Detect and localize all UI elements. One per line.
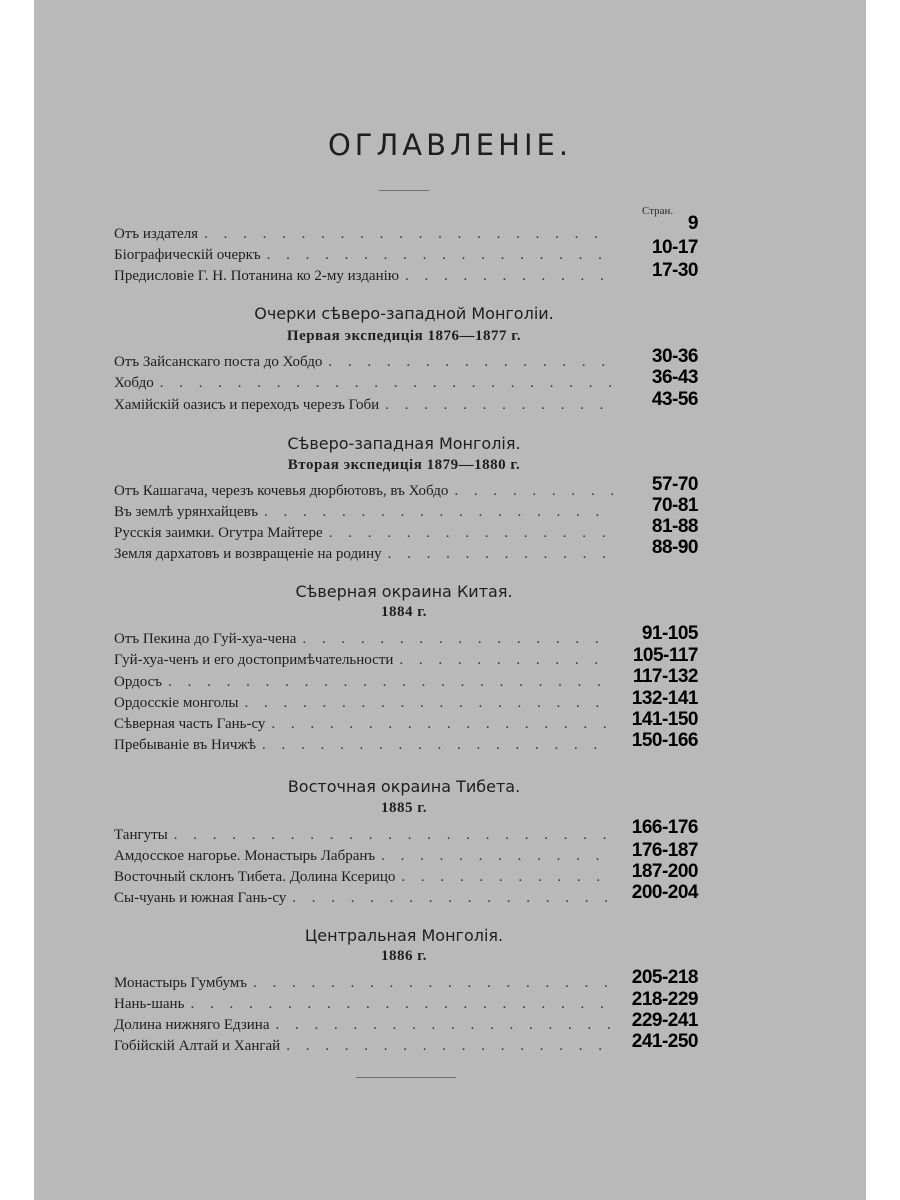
entry-pages: 229-241 xyxy=(631,1010,698,1031)
dot-leader xyxy=(262,737,614,754)
toc-entry[interactable] xyxy=(114,652,614,672)
dot-leader xyxy=(292,890,614,907)
entry-title: Біографическій очеркъ xyxy=(114,247,261,263)
section-title: Очерки сѣверо-западной Монголіи. xyxy=(254,304,554,323)
entry-title: Долина нижняго Едзина xyxy=(114,1017,270,1033)
toc-entry[interactable] xyxy=(114,631,614,651)
entry-pages: 30-36 xyxy=(651,346,698,367)
section-title: Восточная окраина Тибета. xyxy=(287,777,521,796)
end-rule xyxy=(356,1077,456,1078)
dot-leader xyxy=(405,268,614,285)
toc-entry[interactable] xyxy=(114,975,614,995)
section-title: Сѣверная окраина Китая. xyxy=(295,582,513,601)
entry-title: Предисловіе Г. Н. Потанина ко 2-му изданію xyxy=(114,268,399,284)
toc-entry[interactable] xyxy=(114,716,614,736)
toc-entry[interactable] xyxy=(114,375,614,395)
entry-pages: 117-132 xyxy=(632,666,698,687)
section-subtitle: Вторая экспедиція 1879—1880 г. xyxy=(287,457,521,473)
entry-title: Отъ Кашагача, черезъ кочевья дюрбютовъ, въ Хобдо xyxy=(114,483,449,499)
section-subtitle: 1884 г. xyxy=(380,604,428,620)
entry-title: Русскія заимки. Огутра Майтере xyxy=(114,525,323,541)
toc-entry[interactable] xyxy=(114,737,614,757)
section-subtitle: Первая экспедиція 1876—1877 г. xyxy=(286,328,522,344)
entry-title: Отъ Пекина до Гуй-хуа-чена xyxy=(114,631,297,647)
dot-leader xyxy=(253,975,614,992)
entry-title: Нань-шань xyxy=(114,996,185,1012)
toc-entry[interactable] xyxy=(114,546,614,566)
section-title: Центральная Монголія. xyxy=(304,926,504,945)
dot-leader xyxy=(267,247,614,264)
entry-pages: 218-229 xyxy=(631,989,698,1010)
entry-pages: 88-90 xyxy=(651,537,698,558)
entry-pages: 10-17 xyxy=(651,237,698,258)
toc-entry[interactable] xyxy=(114,674,614,694)
dot-leader xyxy=(286,1038,614,1055)
title-rule xyxy=(379,190,429,191)
entry-title: Тангуты xyxy=(114,827,168,843)
entry-pages: 241-250 xyxy=(631,1031,698,1052)
section-title: Сѣверо-западная Монголія. xyxy=(287,434,521,453)
pages-column-header: Стран. xyxy=(642,205,674,217)
entry-pages: 187-200 xyxy=(631,861,698,882)
toc-entry[interactable] xyxy=(114,869,614,889)
entry-title: Хамійскій оазисъ и переходъ черезъ Гоби xyxy=(114,397,380,413)
entry-title: Сѣверная часть Гань-су xyxy=(114,716,266,732)
dot-leader xyxy=(271,716,614,733)
dot-leader xyxy=(454,483,614,500)
dot-leader xyxy=(388,546,614,563)
dot-leader xyxy=(401,869,614,886)
entry-pages: 9 xyxy=(687,213,698,234)
dot-leader xyxy=(264,504,614,521)
toc-entry[interactable] xyxy=(114,827,614,847)
entry-pages: 36-43 xyxy=(651,367,698,388)
dot-leader xyxy=(160,375,614,392)
entry-pages: 166-176 xyxy=(631,817,698,838)
section-subtitle: 1885 г. xyxy=(380,800,428,816)
toc-entry[interactable] xyxy=(114,890,614,910)
entry-pages: 150-166 xyxy=(631,730,698,751)
toc-entry[interactable] xyxy=(114,268,614,288)
toc-entry[interactable] xyxy=(114,996,614,1016)
entry-title: Сы-чуань и южная Гань-су xyxy=(114,890,287,906)
entry-title: Въ землѣ урянхайцевъ xyxy=(114,504,259,520)
entry-title: Гуй-хуа-ченъ и его достопримѣчательности xyxy=(114,652,394,668)
entry-title: Пребываніе въ Ничжѣ xyxy=(114,737,256,753)
entry-title: Отъ Зайсанскаго поста до Хобдо xyxy=(114,354,323,370)
entry-pages: 81-88 xyxy=(651,516,698,537)
entry-title: Хобдо xyxy=(114,375,154,391)
entry-pages: 200-204 xyxy=(631,882,698,903)
entry-title: Отъ издателя xyxy=(114,226,199,242)
entry-pages: 91-105 xyxy=(641,623,698,644)
book-page xyxy=(34,0,866,1200)
page-title: ОГЛАВЛЕНІЕ. xyxy=(327,128,573,162)
toc-entry[interactable] xyxy=(114,483,614,503)
entry-title: Земля дархатовъ и возвращеніе на родину xyxy=(114,546,382,562)
entry-title: Ордосъ xyxy=(114,674,163,690)
toc-entry[interactable] xyxy=(114,1017,614,1037)
toc-entry[interactable] xyxy=(114,397,614,417)
entry-title: Амдосское нагорье. Монастырь Лабранъ xyxy=(114,848,376,864)
dot-leader xyxy=(399,652,614,669)
toc-entry[interactable] xyxy=(114,695,614,715)
dot-leader xyxy=(168,674,614,691)
toc-entry[interactable] xyxy=(114,525,614,545)
entry-pages: 176-187 xyxy=(631,840,698,861)
entry-pages: 70-81 xyxy=(651,495,698,516)
entry-pages: 141-150 xyxy=(631,709,698,730)
entry-pages: 205-218 xyxy=(631,967,698,988)
dot-leader xyxy=(275,1017,614,1034)
toc-entry[interactable] xyxy=(114,354,614,374)
toc-entry[interactable] xyxy=(114,504,614,524)
dot-leader xyxy=(328,354,614,371)
entry-pages: 17-30 xyxy=(651,260,698,281)
dot-leader xyxy=(329,525,614,542)
toc-entry[interactable] xyxy=(114,226,614,246)
section-subtitle: 1886 г. xyxy=(380,948,428,964)
toc-entry[interactable] xyxy=(114,1038,614,1058)
dot-leader xyxy=(204,226,614,243)
dot-leader xyxy=(381,848,614,865)
dot-leader xyxy=(190,996,614,1013)
entry-title: Ордосскіе монголы xyxy=(114,695,239,711)
toc-entry[interactable] xyxy=(114,848,614,868)
dot-leader xyxy=(244,695,614,712)
toc-entry[interactable] xyxy=(114,247,614,267)
dot-leader xyxy=(385,397,614,414)
entry-pages: 57-70 xyxy=(651,474,698,495)
entry-pages: 132-141 xyxy=(631,688,698,709)
entry-title: Гобійскій Алтай и Хангай xyxy=(114,1038,281,1054)
dot-leader xyxy=(174,827,614,844)
entry-pages: 43-56 xyxy=(651,389,698,410)
entry-title: Восточный склонъ Тибета. Долина Ксерицо xyxy=(114,869,396,885)
dot-leader xyxy=(302,631,614,648)
entry-title: Монастырь Гумбумъ xyxy=(114,975,248,991)
entry-pages: 105-117 xyxy=(632,645,698,666)
